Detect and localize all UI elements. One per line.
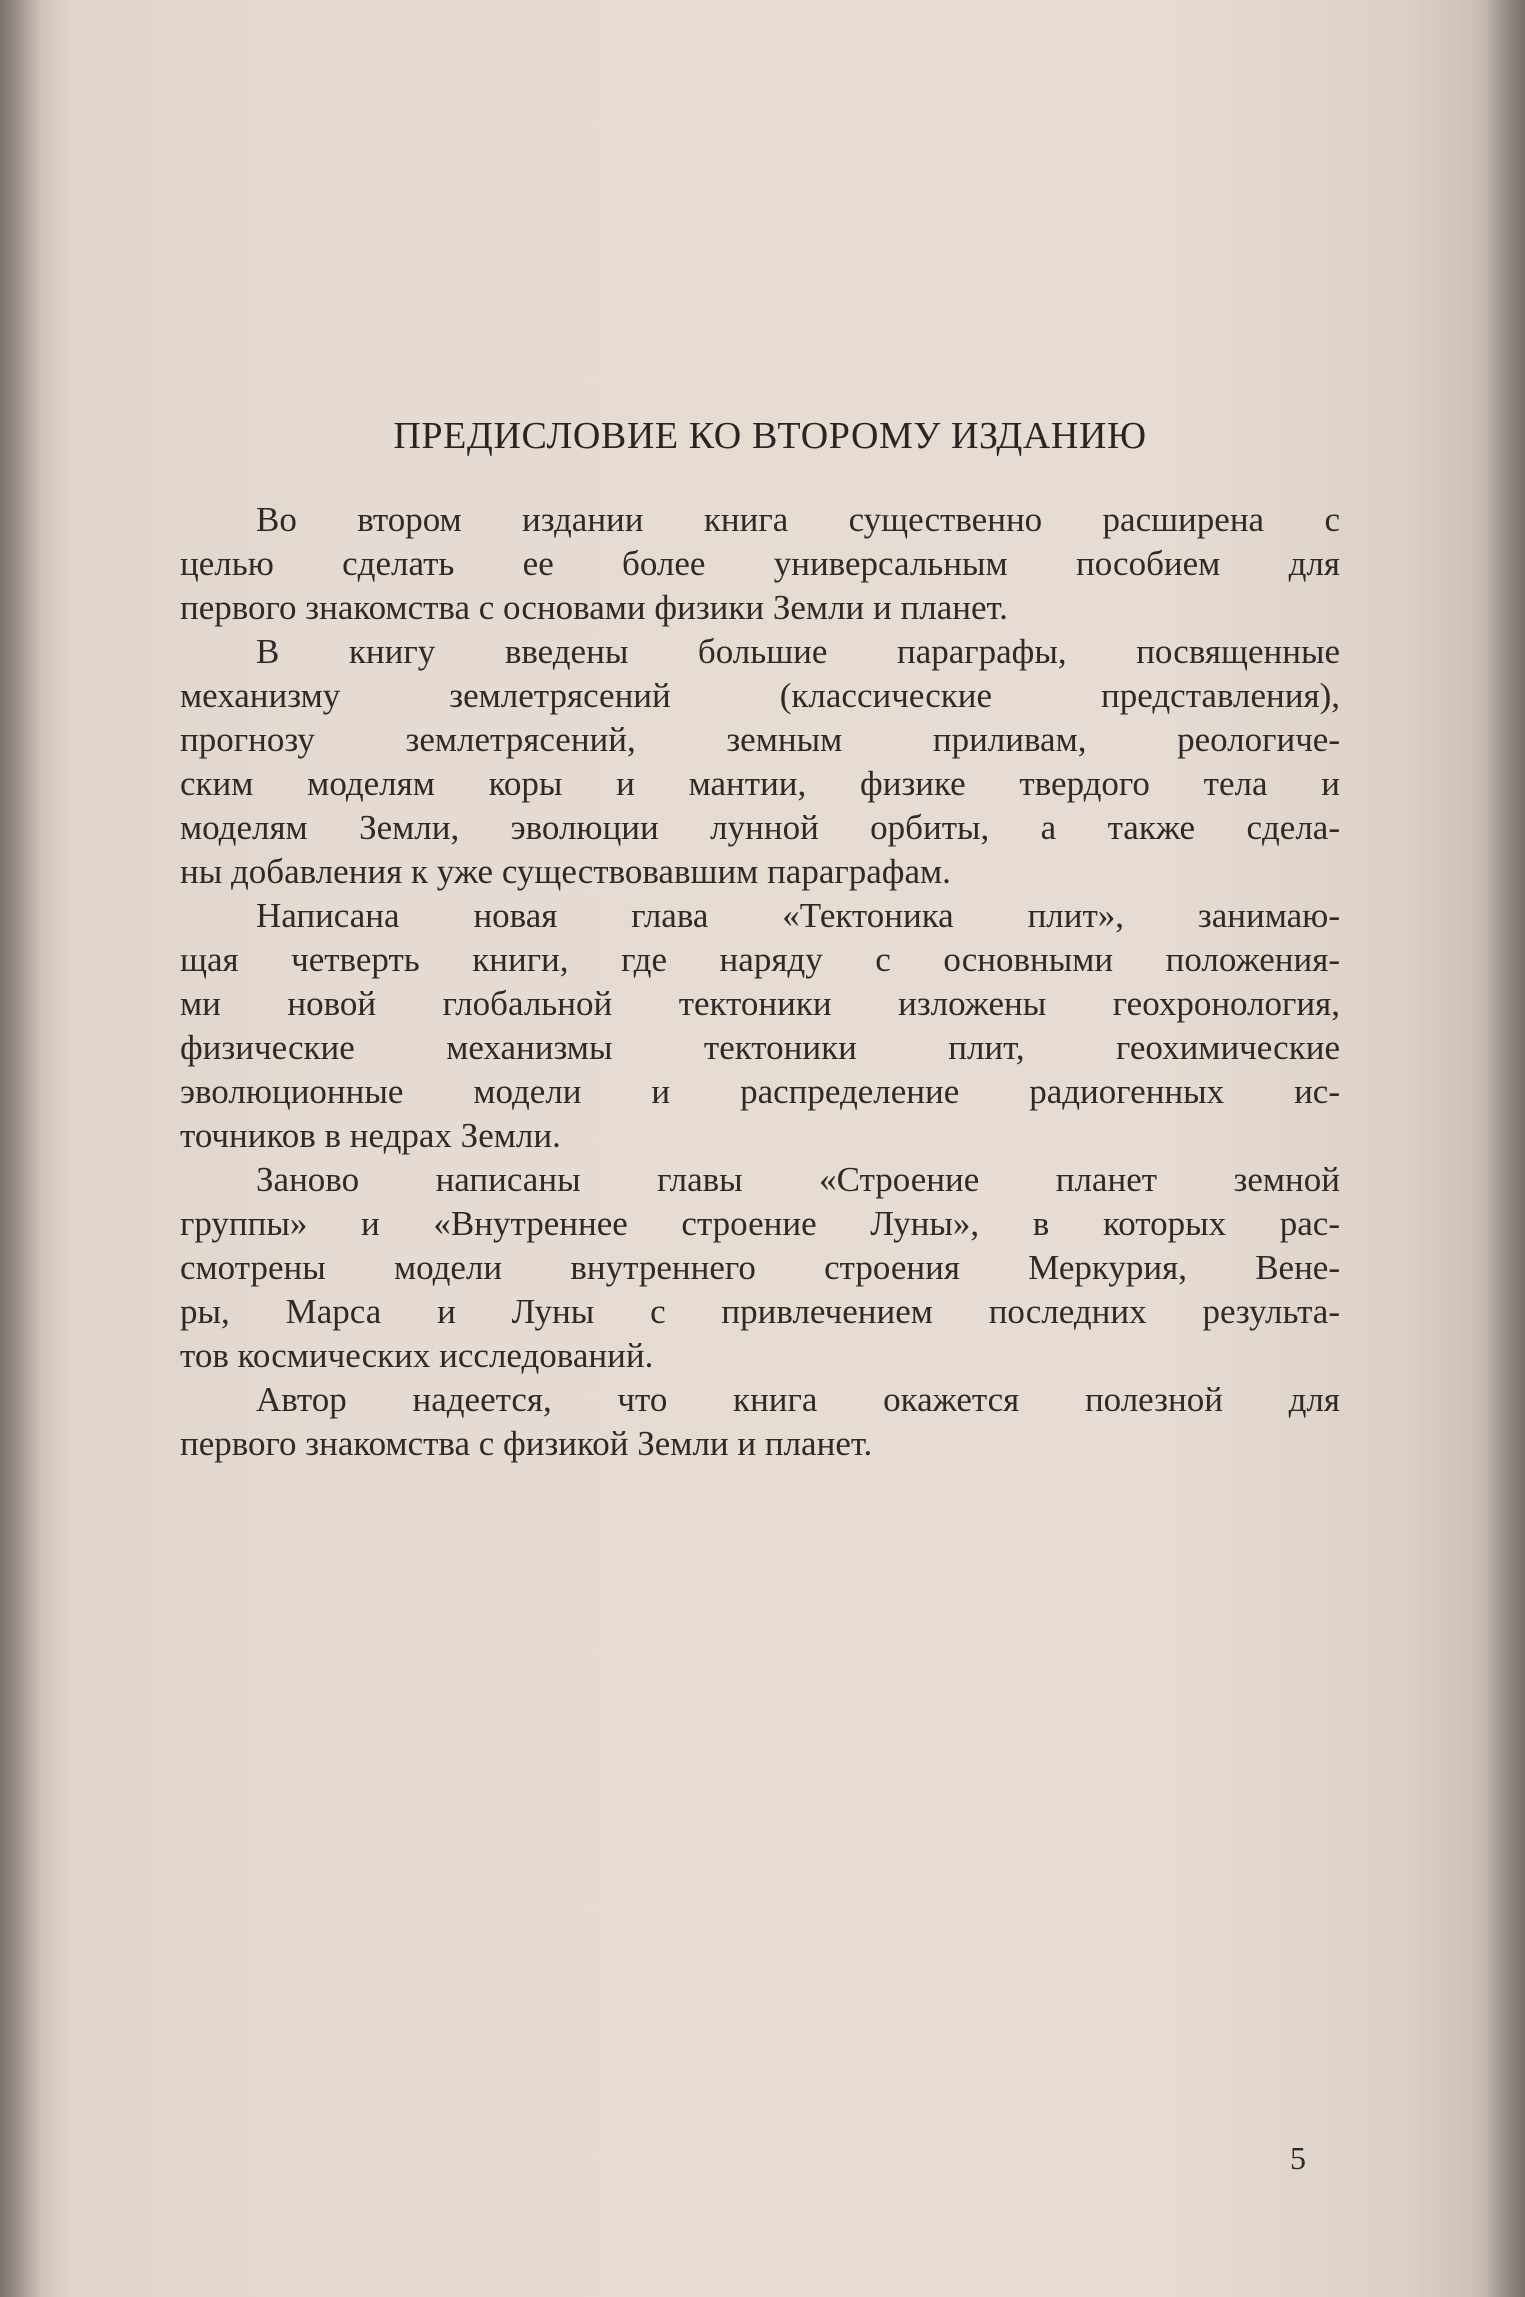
text-line: смотрены модели внутреннего строения Меркурия, Вене- xyxy=(180,1248,1340,1287)
page-number: 5 xyxy=(1290,2140,1306,2176)
text-line: целью сделать ее более универсальным пособием для xyxy=(180,544,1340,583)
preface-text xyxy=(180,498,1340,1466)
paragraph xyxy=(180,630,1340,894)
paragraph xyxy=(180,894,1340,1158)
text-line: Заново написаны главы «Строение планет земной xyxy=(256,1160,1340,1199)
text-line: ры, Марса и Луны с привлечением последних результа- xyxy=(180,1292,1340,1331)
text-line: первого знакомства с основами физики Земли и планет. xyxy=(180,588,1008,627)
text-line: Написана новая глава «Тектоника плит», занимаю- xyxy=(256,896,1340,935)
text-line: физические механизмы тектоники плит, геохимические xyxy=(180,1028,1340,1067)
text-line: ми новой глобальной тектоники изложены геохронология, xyxy=(180,984,1340,1023)
paragraph xyxy=(180,498,1340,630)
text-line: первого знакомства с физикой Земли и планет. xyxy=(180,1424,873,1463)
text-line: В книгу введены большие параграфы, посвященные xyxy=(256,632,1340,671)
paragraph xyxy=(180,1158,1340,1378)
text-line: моделям Земли, эволюции лунной орбиты, а также сдела- xyxy=(180,808,1340,847)
text-line: тов космических исследований. xyxy=(180,1336,654,1375)
text-line: точников в недрах Земли. xyxy=(180,1116,561,1155)
text-line: ны добавления к уже существовавшим параграфам. xyxy=(180,852,951,891)
text-line: ским моделям коры и мантии, физике твердого тела и xyxy=(180,764,1340,803)
text-line: Во втором издании книга существенно расширена с xyxy=(256,500,1340,539)
text-line: механизму землетрясений (классические представления), xyxy=(180,676,1340,715)
text-line: группы» и «Внутреннее строение Луны», в которых рас- xyxy=(180,1204,1340,1243)
text-line: эволюционные модели и распределение радиогенных ис- xyxy=(180,1072,1340,1111)
text-line: щая четверть книги, где наряду с основными положения- xyxy=(180,940,1340,979)
paragraph xyxy=(180,1378,1340,1466)
page-title: ПРЕДИСЛОВИЕ КО ВТОРОМУ ИЗДАНИЮ xyxy=(393,415,1147,457)
text-line: Автор надеется, что книга окажется полезной для xyxy=(256,1380,1340,1419)
text-line: прогнозу землетрясений, земным приливам, реологиче- xyxy=(180,720,1340,759)
